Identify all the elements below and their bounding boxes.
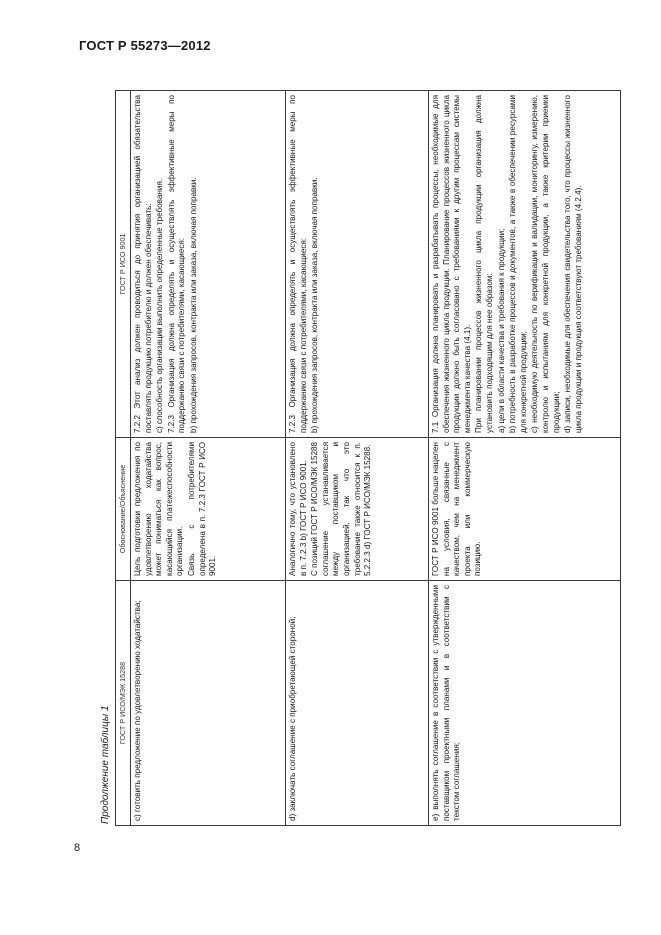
table-caption: Продолжение таблицы 1 (100, 705, 111, 824)
cell-text: е) выполнять соглашение в соответствии с утвержденными поставщиком проектными планами и в соответствии с текстом соглашения; (431, 585, 462, 821)
column-header-justification: Обоснование/Объяснение (116, 438, 131, 581)
cell-text: b) прохождения запросов, контракта или заказа, включая поправки. (188, 177, 198, 433)
cell-text: 7.2.3 Организация должна определять и осуществлять эффективные меры по поддержанию связи с потребителями, касающиеся: (166, 95, 187, 433)
cell-text: d) записи, необходимые для обеспечения свидетельства того, что процессы жизненного цикла продукции и продукция соответствуют требованиям (4.2.4). (563, 95, 583, 433)
cell-gost-15288 (429, 581, 621, 826)
cell-text: 7.2.2 Этот анализ должен проводиться до принятия организацией обязательства поставлять продукцию потребителю и должен обеспечивать: (133, 95, 153, 433)
cell-gost-9001 (286, 91, 429, 438)
cell-justification (131, 438, 286, 581)
table-header-row (116, 91, 131, 826)
cell-gost-9001 (429, 91, 621, 438)
cell-gost-9001 (131, 91, 286, 438)
rotated-table-block (97, 91, 612, 826)
table-row (429, 91, 621, 826)
cell-text: b) потребность в разработке процессов и документов, а также в обеспечении ресурсами для конкретной продукции; (508, 95, 528, 433)
column-header-gost-15288: ГОСТ Р ИСО/МЭК 15288 (116, 581, 131, 826)
table-row (131, 91, 286, 826)
page-number: 8 (74, 842, 81, 854)
cell-justification (429, 438, 621, 581)
cell-text: а) цели в области качества и требования к продукции; (496, 228, 506, 433)
cell-text: с) необходимую деятельность по верификации и валидации, мониторингу, измерению, контролю и испытаниям для конкретной продукции, а также критерии приемки продукции; (530, 95, 561, 433)
cell-text: 7.2.3 Организация должна определять и осуществлять эффективные меры по поддержанию связи с потребителями, касающиеся: (288, 95, 308, 433)
cell-text: С позиций ГОСТ Р ИСО/МЭК 15288 соглашение устанавливается между поставщиком и организацией, так что это требование также относится к п. 5.2.2.3 d) ГОСТ Р ИСО/МЭК 15288. (310, 442, 373, 576)
cell-text: с) готовить предложение по удовлетворению ходатайства; (133, 600, 142, 821)
cell-text: d) заключать соглашение с приобретающей стороной; (288, 616, 297, 821)
document-header: ГОСТ Р 55273—2012 (79, 38, 211, 53)
table-row (286, 91, 429, 826)
cell-justification (286, 438, 429, 581)
cell-text: Связь с потребителями определена в п. 7.2.3 ГОСТ Р ИСО 9001. (186, 442, 218, 576)
column-header-gost-9001: ГОСТ Р ИСО 9001 (116, 91, 131, 438)
cell-text: 7.1 Организация должна планировать и разрабатывать процессы, необходимые для обеспечения жизненного цикла продукции. Планирование процессов жизненного цикла продукции должно быть согласовано с требованиями к другим процессам системы менеджмента качества (4.1). (431, 95, 472, 433)
cell-text: Аналогично тому, что установлено в п. 7.2.3 b) ГОСТ Р ИСО 9001. (288, 442, 308, 576)
cell-text: ГОСТ Р ИСО 9001 больше нацелен на условия, связанные с качеством, чем на менеджмент проекта или коммерческую позицию. (431, 442, 483, 576)
comparison-table (115, 90, 621, 826)
cell-gost-15288 (286, 581, 429, 826)
cell-text: с) способность организации выполнить определенные требования. (155, 179, 165, 433)
cell-text: Цель подготовки предложения по удовлетворению ходатайства может пониматься как вопрос, касающийся платежеспособности организации. (133, 442, 185, 576)
cell-gost-15288 (131, 581, 286, 826)
cell-text: b) прохождения запросов, контракта или заказа, включая поправки. (310, 177, 320, 433)
cell-text: При планировании процессов жизненного цикла продукции организация должна установить подходящим для нее образом: (474, 95, 494, 433)
